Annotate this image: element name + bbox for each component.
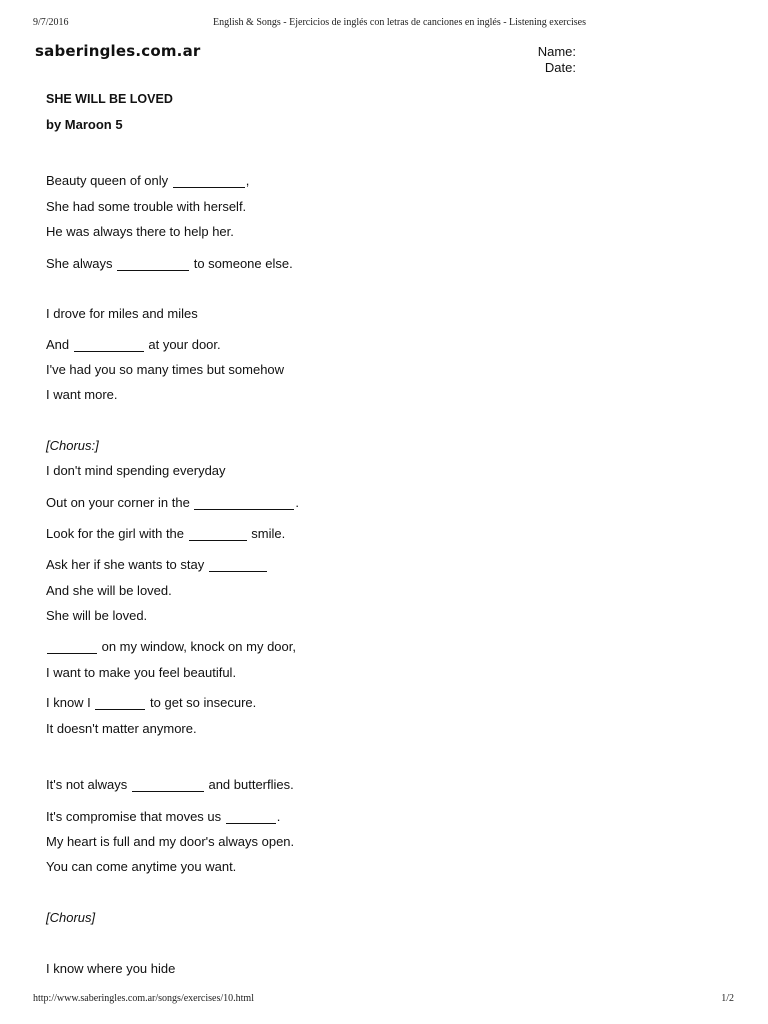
lyric-text: Beauty queen of only [46, 173, 172, 188]
date-label: Date: [544, 60, 576, 75]
lyric-line: I want to make you feel beautiful. [46, 665, 237, 680]
lyric-line: You can come anytime you want. [46, 859, 237, 874]
print-date: 9/7/2016 [33, 17, 69, 28]
fill-in-blank[interactable] [209, 558, 267, 572]
lyric-line-with-blank [46, 809, 280, 825]
lyric-text: , [245, 173, 250, 188]
lyric-line: She will be loved. [46, 608, 148, 623]
lyric-line: I don't mind spending everyday [46, 463, 226, 478]
fill-in-blank[interactable] [47, 640, 97, 654]
song-artist: by Maroon 5 [46, 117, 123, 132]
fill-in-blank[interactable] [226, 810, 276, 824]
lyric-text: . [276, 809, 281, 824]
page-number: 1/2 [721, 993, 734, 1004]
lyric-text: Ask her if she wants to stay [46, 557, 208, 572]
lyric-text: She always [46, 256, 117, 271]
lyric-line: I drove for miles and miles [46, 306, 198, 321]
name-date-block [538, 44, 576, 76]
fill-in-blank[interactable] [132, 778, 204, 792]
lyric-text: Out on your corner in the [46, 495, 194, 510]
song-title: SHE WILL BE LOVED [46, 92, 173, 106]
lyric-line-with-blank [46, 337, 221, 353]
lyric-line: I want more. [46, 387, 118, 402]
lyric-text: And [46, 337, 73, 352]
lyric-line: I know where you hide [46, 961, 176, 976]
lyric-line: [Chorus] [46, 910, 96, 925]
lyric-line: I've had you so many times but somehow [46, 362, 285, 377]
lyric-line-with-blank [46, 639, 296, 655]
lyric-line: He was always there to help her. [46, 224, 234, 239]
lyric-text: . [295, 495, 300, 510]
lyric-line-with-blank [46, 173, 249, 189]
lyric-text: smile. [247, 526, 286, 541]
lyric-line-with-blank [46, 557, 268, 573]
name-label: Name: [537, 44, 576, 59]
lyric-text: to get so insecure. [146, 695, 257, 710]
fill-in-blank[interactable] [194, 496, 294, 510]
fill-in-blank[interactable] [189, 527, 247, 541]
lyric-line: [Chorus:] [46, 438, 99, 453]
lyric-text: It's compromise that moves us [46, 809, 225, 824]
lyric-text: Look for the girl with the [46, 526, 188, 541]
lyric-line: My heart is full and my door's always open. [46, 834, 295, 849]
lyric-line: It doesn't matter anymore. [46, 721, 197, 736]
site-name: saberingles.com.ar [35, 42, 201, 60]
fill-in-blank[interactable] [117, 257, 189, 271]
print-footer [0, 993, 768, 1007]
lyric-line-with-blank [46, 695, 256, 711]
print-page-title: English & Songs - Ejercicios de inglés con letras de canciones en inglés - Listening exercises [213, 17, 586, 28]
print-url: http://www.saberingles.com.ar/songs/exercises/10.html [33, 993, 254, 1004]
lyric-text: on my window, knock on my door, [98, 639, 296, 654]
lyric-line: And she will be loved. [46, 583, 172, 598]
lyric-text: to someone else. [190, 256, 293, 271]
lyric-line-with-blank [46, 256, 293, 272]
lyric-text: It's not always [46, 777, 131, 792]
print-header [0, 17, 768, 31]
lyric-text: at your door. [144, 337, 221, 352]
lyric-line-with-blank [46, 526, 285, 542]
fill-in-blank[interactable] [74, 338, 144, 352]
lyric-text: I know I [46, 695, 95, 710]
lyric-line-with-blank [46, 495, 299, 511]
lyric-text: and butterflies. [204, 777, 294, 792]
lyric-line: She had some trouble with herself. [46, 199, 247, 214]
fill-in-blank[interactable] [173, 174, 245, 188]
fill-in-blank[interactable] [95, 696, 145, 710]
lyric-line-with-blank [46, 777, 294, 793]
